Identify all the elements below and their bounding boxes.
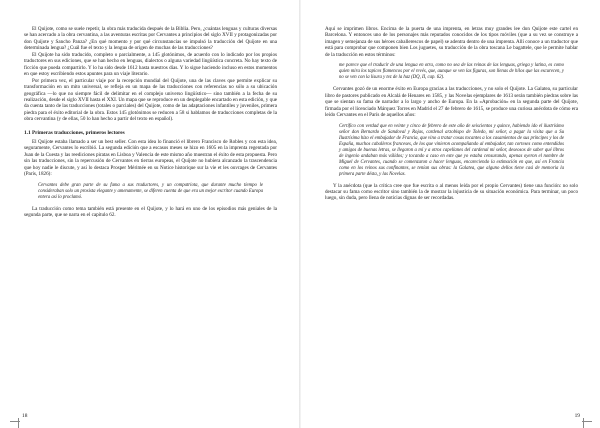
- paragraph: La traducción como tema también está presente en el Quijote, y lo hará en uno de los episodios más geniales de la segunda parte, que se narra en el capítulo 62.: [24, 205, 277, 218]
- block-quote: Certifico con verdad que en veinte y cinco de febrero de este año de seiscientos y quince, habiendo ido el ilustrísimo señor don Bernardo de Sandoval y Rojas, cardenal arzobispo de Toledo, mi señor, a pagar la visita que a Su Ilustrísima hizo el embajador de Francia, que vino a tratar cosas tocantes a los casamientos de sus príncipes y los de España, muchos caballeros franceses, de los que vinieron acompañando al embajador, tan corteses como entendidos y amigos de buenas letras, se llegaron a mí y a otros capellanes del cardenal mi señor, deseosos de saber qué libros de ingenio andaban más válidos; y tocando a caso en este que yo estaba censurando, apenas oyeron el nombre de Miguel de Cervantes, cuando se comenzaron a hacer lenguas, encareciendo la estimación en que, así en Francia como en los reinos sus confinantes, se tenían sus obras: la Galatea, que alguno dellos tiene casi de memoria la primera parte désta, y las Novelas.: [339, 123, 564, 177]
- right-page: [301, 0, 600, 428]
- paragraph: El Quijote, como se suele repetir, la obra más traducida después de la Biblia. Pero, ¿cuántas lenguas y culturas diversas se han acercado a la obra cervantina, a las aventuras escritas por Cervantes a principios del siglo XVII y protagonizadas por don Quijote y Sancho Panza? ¿En qué momento y por qué circunstancias se impulsó la traducción del Quijote en una determinada lengua? ¿Cuál fue el texto y la lengua de origen de muchas de las traducciones?: [24, 26, 277, 52]
- left-page: [0, 0, 299, 428]
- crop-mark: [583, 418, 584, 428]
- left-text-column: [24, 26, 277, 402]
- section-heading: 1.1 Primeras traducciones, primeros lectores: [24, 129, 125, 136]
- crop-mark: [18, 418, 19, 428]
- paragraph: El Quijote ha sido traducido, completo o parcialmente, a 145 glotónimos, de acuerdo con lo indicado por los propios traductores en sus ediciones, que se han hecho en lenguas, dialectos o alguna variedad lingüística concreta. No hay texto de ficción que pueda compartirlo. Y lo ha sido desde 1612 hasta nuestros días. Y lo sigue haciendo incluso en estos momentos en que estoy escribiendo estos apuntes para un viaje literario.: [24, 51, 277, 78]
- paragraph: El Quijote estaba llamado a ser un best seller. Con esta idea lo financió el librero Francisco de Robles y con esta idea, seguramente, Cervantes lo escribió. La segunda edición que a escasos meses se hizo en 1605 en la imprenta regentada por Juan de la Cuesta y las reediciones piratas en Lisboa y Valencia de este mismo año muestran el éxito de esta propuesta. Pero sin las traducciones, sin la repercusión de Cervantes en tierras europeas, el Quijote no hubiera alcanzado la trascendencia que hoy nadie le discute, y así lo destaca Prosper Mérimée en su Notice historique sur la vie et les ouvrages de Cervantes (París, 1826):: [24, 138, 277, 178]
- block-quote: Cervantes debe gran parte de su fama a sus traductores, y un compatriota, que durante mucho tiempo le consideraban solo un prosista elegante y amenamente, se diferen cuenta de que era un mejor escritor cuando Europa entera así lo proclamó.: [38, 182, 263, 200]
- paragraph: Cervantes gozó de un enorme éxito en Europa gracias a las traducciones, y no solo el Quijote. La Galatea, su particular libro de pastores publicado en Alcalá de Henares en 1585, y las Novelas ejemplares de 1613 serán también piedras sobre las que se sientan su fama de narrador a lo largo y ancho de Europa. En la «Aprobación» en la segunda parte del Quijote, firmada por el licenciado Márquez Torres en Madrid el 27 de febrero de 1615, se produce una curiosa anécdota de cómo era leído Cervantes en el París de aquellos años:: [325, 86, 578, 119]
- right-text-column: [325, 26, 578, 402]
- paragraph: Aquí se imprimen libros. Encima de la puerta de una imprenta, en letras muy grandes lee don Quijote este cartel en Barcelona. Y entonces uno de los personajes más reputados conocidos de los tipos móviles (que a su vez se construye a imagen y semejanza de sus héroes caballerescos de papel) se adentra dentro de una imprenta. Allí conoce a un traductor que está para comprobar que componen bien Los juguetes, su traducción de la obra toscana Le bagattele, que le permite hablar de la traducción en estos términos:: [325, 26, 578, 58]
- block-quote: me parece que el traducir de una lengua en otra, como no sea de las reinas de las lenguas, griega y latina, es como quien mira los tapices flamencos por el revés, que, aunque se ven las figuras, son llenas de hilos que las escurecen, y no se ven con la lisura y tez de la haz (DQ, II, cap. 62).: [339, 63, 564, 81]
- page-number: 19: [574, 413, 580, 419]
- paragraph: Por primera vez, el particular viaje por la recepción mundial del Quijote, una de las claves que permite explicar su transformación en un mito universal, se refleja en un mapa de las traducciones con referencias no sólo a su ubicación geográfica —lo que no siempre fácil de delimitar en el complejo universo lingüístico— sino también a la fecha de su realización, desde el siglo XVII hasta el XXI. Un mapa que se reproduce en un desplegable encartado en esta edición, y que da cuenta tanto de las traducciones (totales o parciales) del Quijote, como de las adaptaciones infantiles y juveniles, primera piedra para el éxito editorial de la obra. Estos 145 glotónimos se reducen a 58 si hablamos de traducciones completas de la obra cervantina (y de ellas, 50 lo han hecho a partir del texto en español).: [24, 77, 277, 123]
- paragraph: Y la anécdota (que la crítica cree que fue escrita o al menos leída por el propio Cervantes) tiene una función: no solo destacar su fama como escritor sino también la de mostrar la injusticia de su situación económica. Para terminar, un poco luego, sin duda, pero llena de noticias dignas de ser recordadas.: [325, 182, 578, 202]
- page-number: 18: [22, 413, 28, 419]
